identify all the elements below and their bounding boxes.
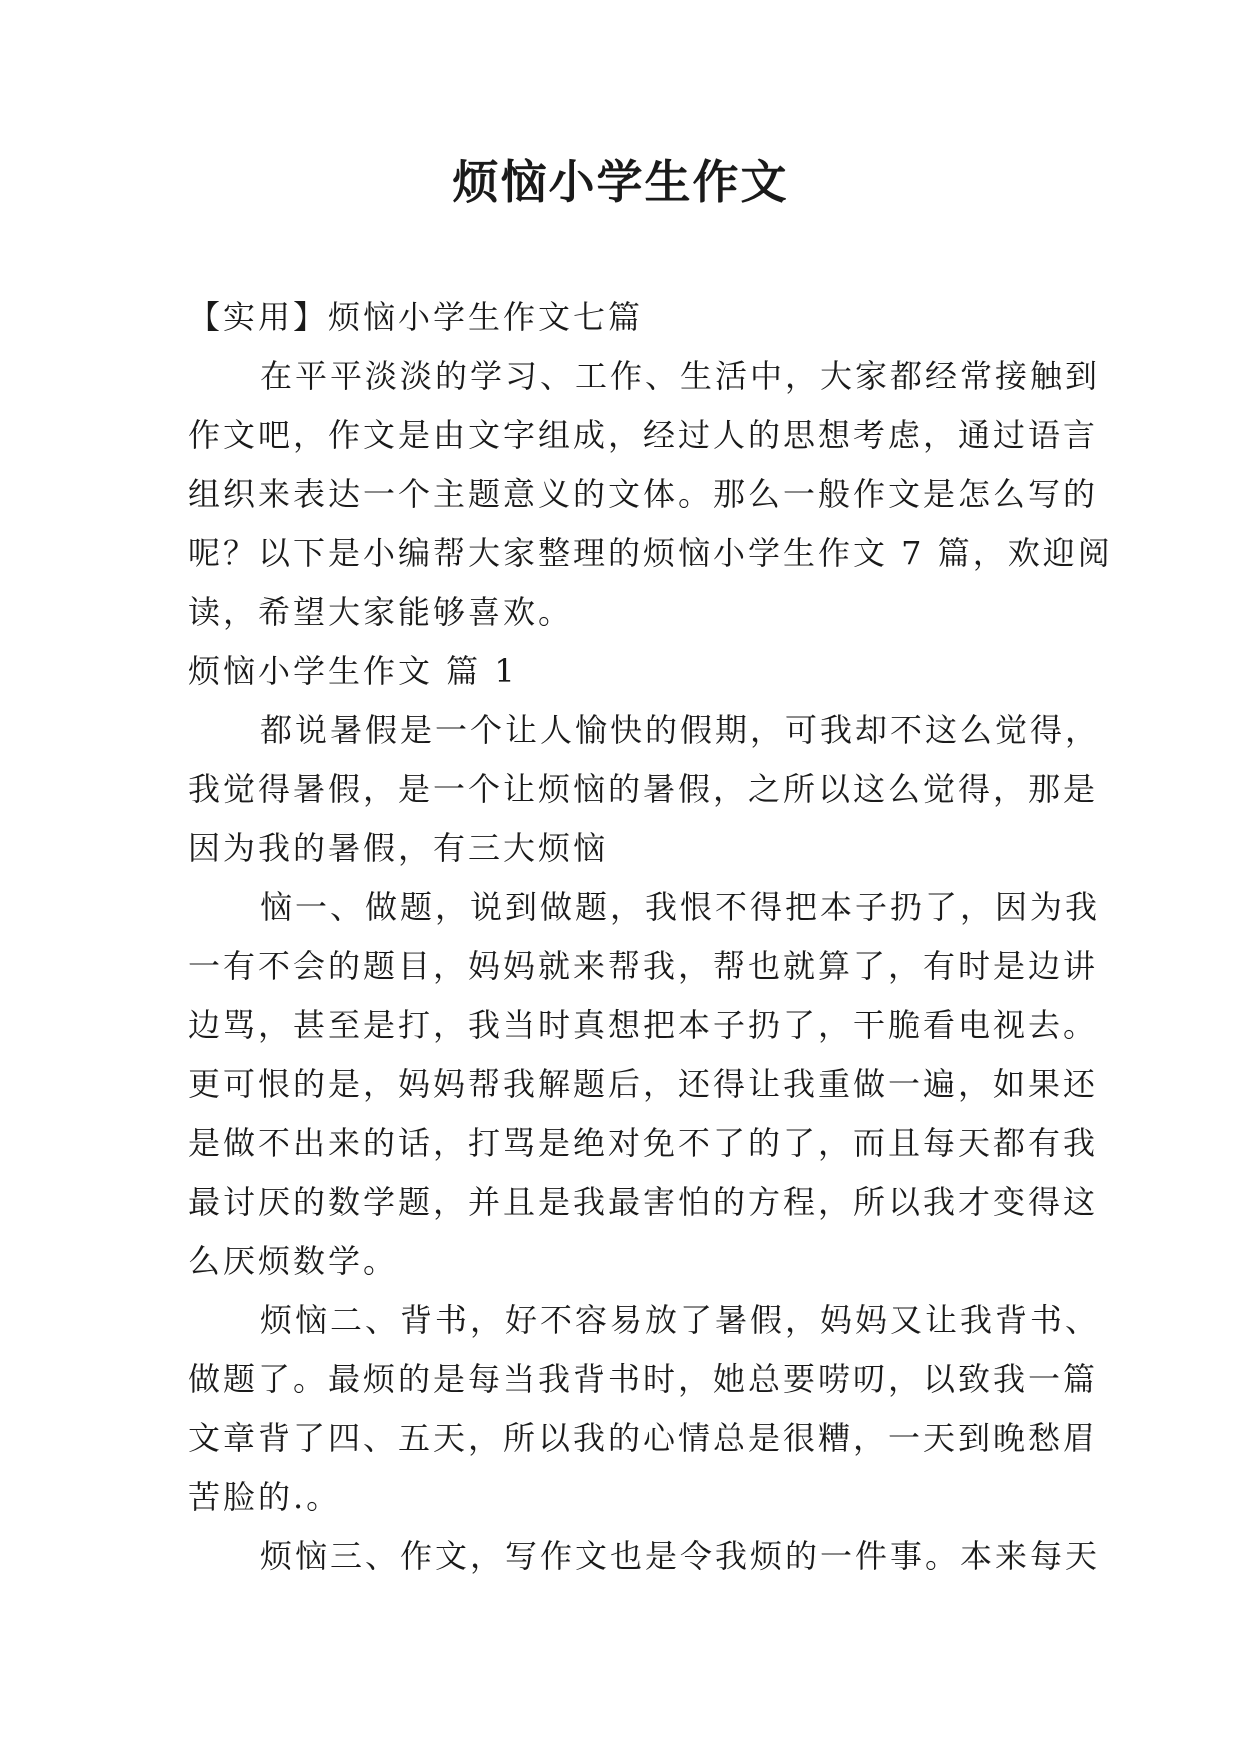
text-line: 更可恨的是，妈妈帮我解题后，还得让我重做一遍，如果还 (188, 1065, 1099, 1103)
text-line: 烦恼二、背书，好不容易放了暑假，妈妈又让我背书、 (260, 1301, 1101, 1339)
text-line: 作文吧，作文是由文字组成，经过人的思想考虑，通过语言 (188, 416, 1099, 454)
text-line: 做题了。最烦的是每当我背书时，她总要唠叨，以致我一篇 (188, 1360, 1099, 1398)
text-line: 读，希望大家能够喜欢。 (188, 593, 574, 631)
text-line: 么厌烦数学。 (188, 1242, 399, 1280)
text-line: 是做不出来的话，打骂是绝对免不了的了，而且每天都有我 (188, 1124, 1099, 1162)
text-line: 【实用】烦恼小学生作文七篇 (188, 298, 644, 336)
text-line: 在平平淡淡的学习、工作、生活中，大家都经常接触到 (260, 357, 1101, 395)
text-line: 都说暑假是一个让人愉快的假期，可我却不这么觉得， (260, 711, 1101, 749)
text-line: 文章背了四、五天，所以我的心情总是很糟，一天到晚愁眉 (188, 1419, 1099, 1457)
text-line: 呢？以下是小编帮大家整理的烦恼小学生作文 7 篇，欢迎阅 (188, 534, 1113, 572)
text-line: 因为我的暑假，有三大烦恼 (188, 829, 609, 867)
article-body (188, 288, 1113, 1586)
page-title: 烦恼小学生作文 (452, 155, 789, 209)
text-line: 最讨厌的数学题，并且是我最害怕的方程，所以我才变得这 (188, 1183, 1099, 1221)
text-line: 组织来表达一个主题意义的文体。那么一般作文是怎么写的 (188, 475, 1099, 513)
text-line: 烦恼三、作文，写作文也是令我烦的一件事。本来每天 (260, 1537, 1101, 1575)
text-line: 我觉得暑假，是一个让烦恼的暑假，之所以这么觉得，那是 (188, 770, 1099, 808)
text-line: 一有不会的题目，妈妈就来帮我，帮也就算了，有时是边讲 (188, 947, 1099, 985)
text-line: 边骂，甚至是打，我当时真想把本子扔了，干脆看电视去。 (188, 1006, 1099, 1044)
text-line: 烦恼小学生作文 篇 1 (188, 652, 518, 690)
text-line: 恼一、做题，说到做题，我恨不得把本子扔了，因为我 (260, 888, 1101, 926)
text-line: 苦脸的.。 (188, 1478, 342, 1516)
